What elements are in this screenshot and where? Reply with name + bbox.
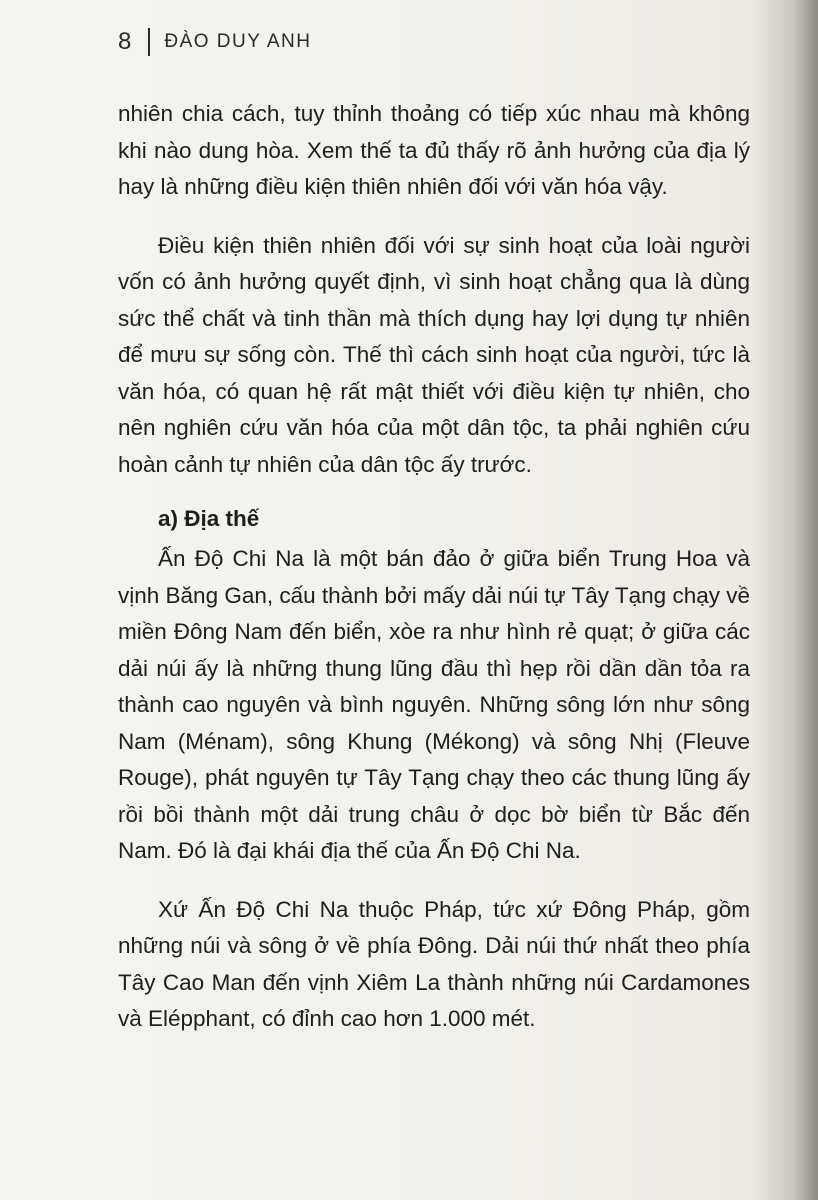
paragraph-geography: Ấn Độ Chi Na là một bán đảo ở giữa biển Trung Hoa và vịnh Băng Gan, cấu thành bởi mấy dải núi tự Tây Tạng chạy về miền Đông Nam đến biển, xòe ra như hình rẻ quạt; ở giữa các dải núi ấy là những thung lũng đầu thì hẹp rồi dần dần tỏa ra thành cao nguyên và bình nguyên. Những sông lớn như sông Nam (Ménam), sông Khung (Mékong) và sông Nhị (Fleuve Rouge), phát nguyên tự Tây Tạng chạy theo các thung lũng ấy rồi bồi thành một dải trung châu ở dọc bờ biển từ Bắc đến Nam. Đó là đại khái địa thế của Ấn Độ Chi Na. <box>118 546 750 863</box>
running-header <box>118 28 311 56</box>
section-heading: a) Địa thế <box>158 506 260 531</box>
paragraph-continuation: nhiên chia cách, tuy thỉnh thoảng có tiếp xúc nhau mà không khi nào dung hòa. Xem thế ta đủ thấy rõ ảnh hưởng của địa lý hay là những điều kiện thiên nhiên đối với văn hóa vậy. <box>118 101 750 199</box>
header-divider <box>148 28 150 56</box>
author-name: ĐÀO DUY ANH <box>164 31 312 52</box>
page-body <box>118 96 750 1038</box>
paragraph-french-indochina: Xứ Ấn Độ Chi Na thuộc Pháp, tức xứ Đông Pháp, gồm những núi và sông ở về phía Đông. Dải núi thứ nhất theo phía Tây Cao Man đến vịnh Xiêm La thành những núi Cardamones và Elépphant, có đỉnh cao hơn 1.000 mét. <box>118 896 750 1031</box>
paragraph-natural-conditions: Điều kiện thiên nhiên đối với sự sinh hoạt của loài người vốn có ảnh hưởng quyết định, vì sinh hoạt chẳng qua là dùng sức thể chất và tinh thần mà thích dụng hay lợi dụng tự nhiên để mưu sự sống còn. Thế thì cách sinh hoạt của người, tức là văn hóa, có quan hệ rất mật thiết với điều kiện tự nhiên, cho nên nghiên cứu văn hóa của một dân tộc, ta phải nghiên cứu hoàn cảnh tự nhiên của dân tộc ấy trước. <box>118 232 750 477</box>
page-number: 8 <box>118 28 133 55</box>
